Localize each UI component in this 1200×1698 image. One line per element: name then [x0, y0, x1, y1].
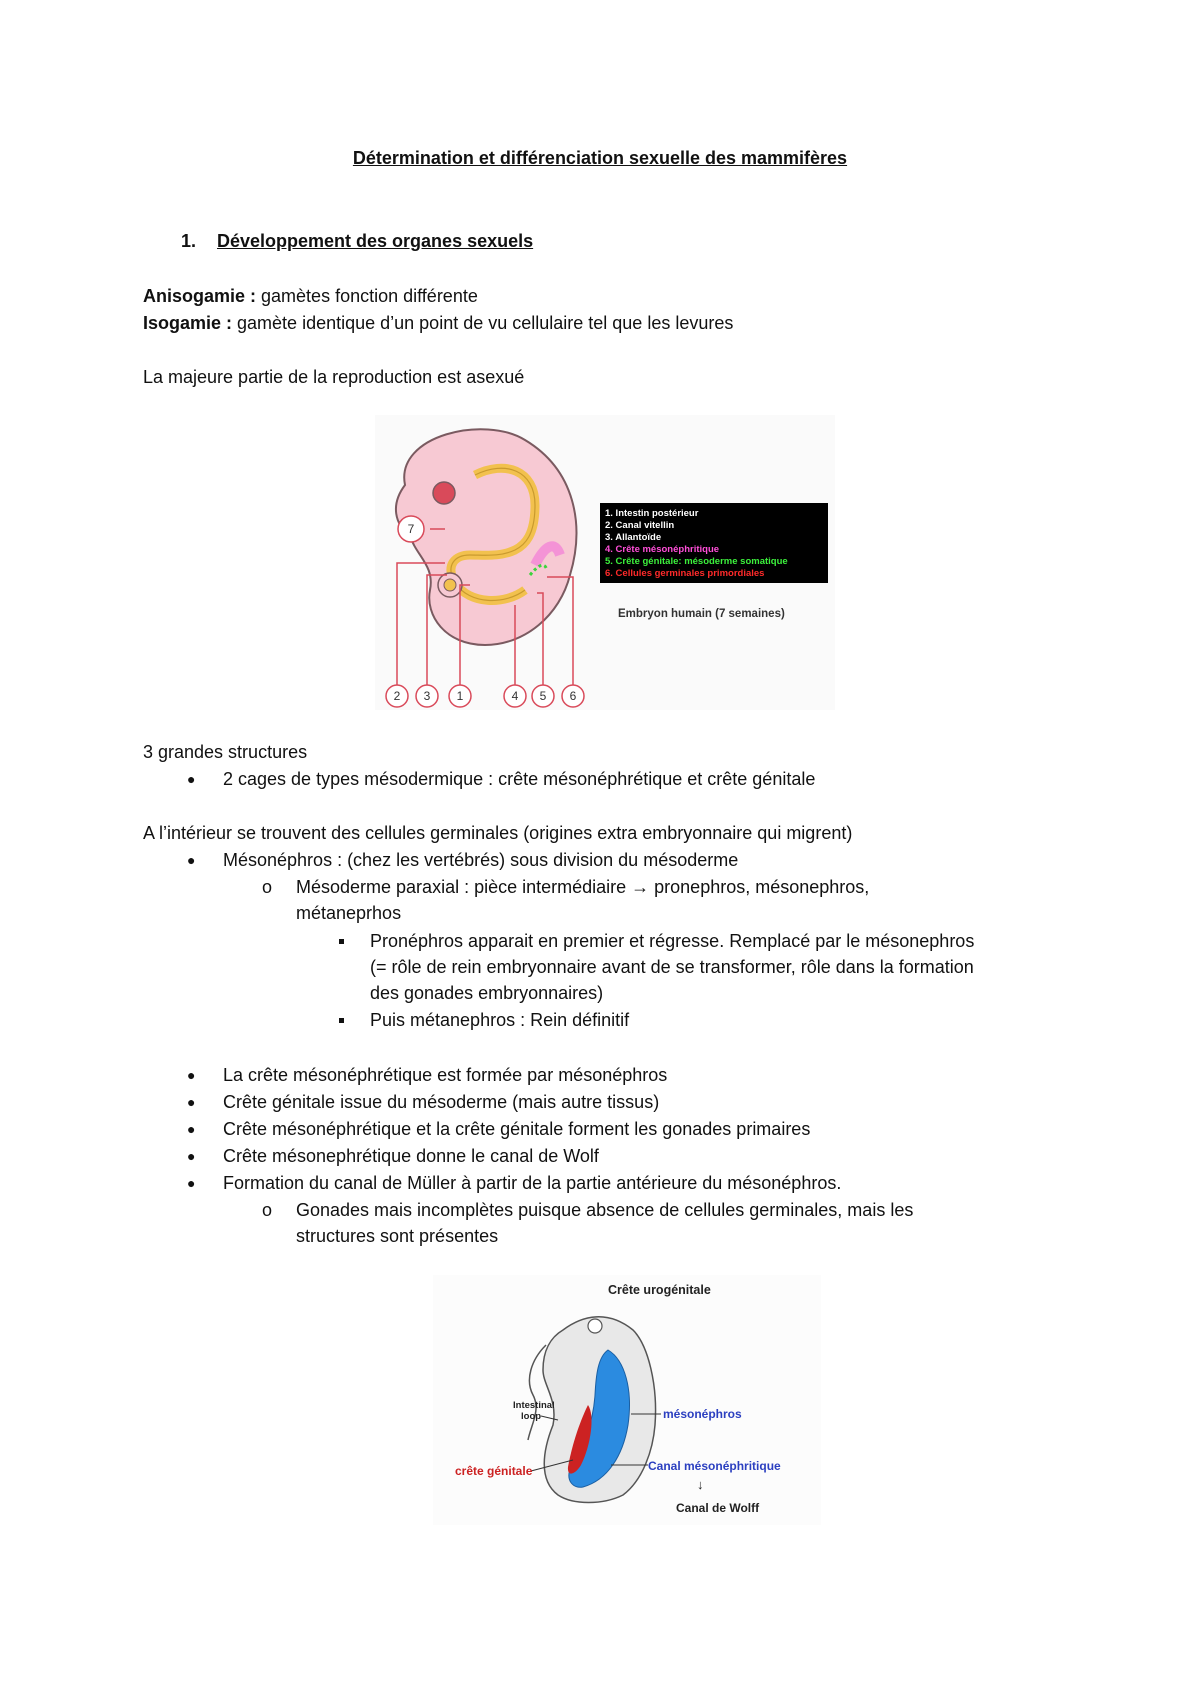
bullet-item: Formation du canal de Müller à partir de la partie antérieure du mésonéphros.: [223, 1173, 842, 1193]
definition-isogamie: [143, 310, 733, 336]
label-loop: loop: [521, 1411, 542, 1422]
definition-text: gamète identique d’un point de vu cellulaire tel que les levures: [232, 313, 734, 333]
sub-pronephros-line3: des gonades embryonnaires): [370, 983, 604, 1003]
circle-label-2: 2: [393, 689, 401, 703]
paragraph-asexual: La majeure partie de la reproduction est asexué: [143, 367, 525, 387]
bullet-item: Crête mésonephrétique donne le canal de Wolf: [223, 1146, 599, 1166]
bullet-item: Crête mésonéphrétique et la crête génitale forment les gonades primaires: [223, 1119, 811, 1139]
square-bullet-icon: [339, 939, 344, 944]
arrow-down-icon: ↓: [697, 1477, 704, 1492]
section-number: 1.: [181, 231, 197, 251]
term: Isogamie :: [143, 313, 233, 333]
label-crete-genitale: crête génitale: [455, 1464, 533, 1478]
sub-gonades-line2: structures sont présentes: [296, 1226, 499, 1246]
bullet-icon: ●: [187, 1121, 196, 1137]
urogenital-figure: [433, 1275, 821, 1525]
circle-label-4: 4: [511, 689, 519, 703]
circle-label-3: 3: [423, 689, 431, 703]
section-heading: Développement des organes sexuels: [217, 231, 534, 251]
label-intestinal: Intestinal: [513, 1400, 555, 1411]
definition-text: gamètes fonction différente: [256, 286, 478, 306]
paragraph-interieur: A l’intérieur se trouvent des cellules germinales (origines extra embryonnaire qui migrent): [143, 823, 853, 843]
bullet-item: La crête mésonéphrétique est formée par mésonéphros: [223, 1065, 668, 1085]
definition-anisogamie: [143, 283, 478, 309]
legend-item-4: 4. Crête mésonéphritique: [605, 544, 720, 555]
bullet-cages: 2 cages de types mésodermique : crête mésonéphrétique et crête génitale: [223, 769, 816, 789]
legend-item-5: 5. Crête génitale: mésoderme somatique: [605, 556, 788, 567]
bullet-icon: ●: [187, 1094, 196, 1110]
sub-mesoderme-line1: Mésoderme paraxial : pièce intermédiaire → pronephros, mésonephros,: [296, 877, 870, 897]
legend-item-1: 1. Intestin postérieur: [605, 508, 699, 519]
sub-pronephros-line1: Pronéphros apparait en premier et régresse. Remplacé par le mésonephros: [370, 931, 975, 951]
circle-label-1: 1: [456, 689, 464, 703]
sub-metanephros: Puis métanephros : Rein définitif: [370, 1010, 630, 1030]
legend-item-3: 3. Allantoïde: [605, 532, 662, 543]
legend-item-2: 2. Canal vitellin: [605, 520, 675, 531]
circle-bullet-icon: o: [262, 877, 273, 897]
bullet-icon: ●: [187, 771, 196, 787]
sub-pronephros-line2: (= rôle de rein embryonnaire avant de se transformer, rôle dans la formation: [370, 957, 974, 977]
figure-title: Crête urogénitale: [608, 1283, 711, 1297]
sub-gonades-line1: Gonades mais incomplètes puisque absence de cellules germinales, mais les: [296, 1200, 914, 1220]
circle-label-6: 6: [569, 689, 577, 703]
circle-label-7: 7: [407, 522, 415, 536]
square-bullet-icon: [339, 1018, 344, 1023]
bullet-item: Crête génitale issue du mésoderme (mais autre tissus): [223, 1092, 660, 1112]
label-mesonephros: mésonéphros: [663, 1407, 742, 1421]
circle-label-5: 5: [539, 689, 547, 703]
legend-item-6: 6. Cellules germinales primordiales: [605, 568, 765, 579]
bullet-mesonephros: Mésonéphros : (chez les vertébrés) sous division du mésoderme: [223, 850, 739, 870]
label-canal-mesonephritique: Canal mésonéphritique: [648, 1459, 781, 1473]
embryo-figure: [375, 415, 835, 710]
label-canal-wolff: Canal de Wolff: [676, 1501, 760, 1515]
page-title: Détermination et différenciation sexuelle des mammifères: [352, 148, 848, 168]
paragraph-structures: 3 grandes structures: [143, 742, 308, 762]
bullet-icon: ●: [187, 1175, 196, 1191]
bullet-icon: ●: [187, 1067, 196, 1083]
term: Anisogamie :: [143, 286, 257, 306]
figure-caption: Embryon humain (7 semaines): [618, 608, 785, 620]
circle-bullet-icon: o: [262, 1200, 273, 1220]
bullet-icon: ●: [187, 1148, 196, 1164]
bullet-icon: ●: [187, 852, 196, 868]
sub-mesoderme-line2: métaneprhos: [296, 903, 402, 923]
